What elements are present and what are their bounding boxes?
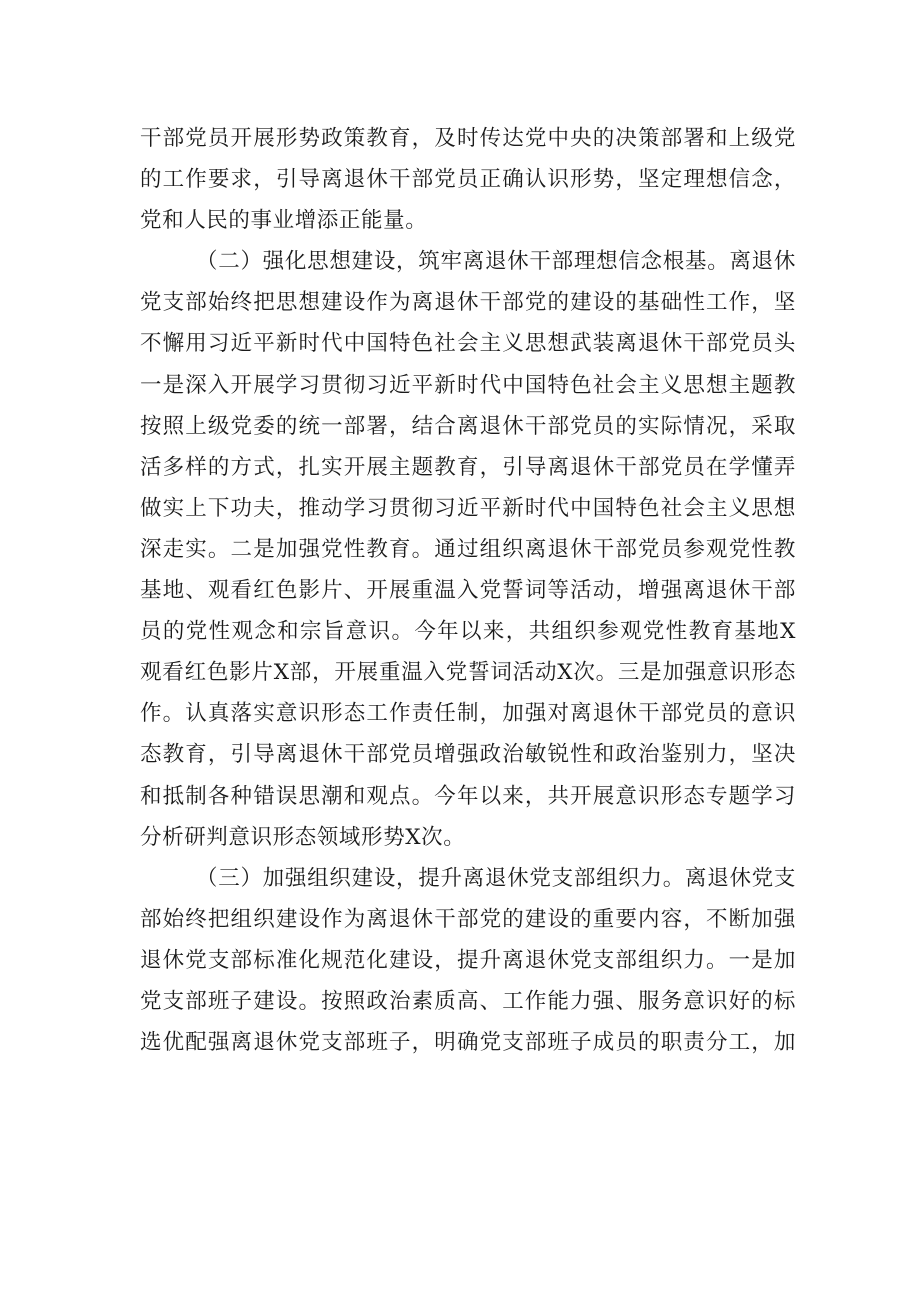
paragraph-2-line-10: 员的党性观念和宗旨意识。今年以来，共组织参观党性教育基地X <box>140 619 796 645</box>
paragraph-2-line-6: 活多样的方式，扎实开展主题教育，引导离退休干部党员在学懂弄 <box>140 454 796 480</box>
paragraph-2-line-13: 态教育，引导离退休干部党员增强政治敏锐性和政治鉴别力，坚决 <box>140 742 796 768</box>
paragraph-2-line-7: 做实上下功夫，推动学习贯彻习近平新时代中国特色社会主义思想 <box>140 495 796 521</box>
paragraph-2-line-15: 分析研判意识形态领域形势X次。 <box>140 824 466 850</box>
paragraph-3-line-1: （三）加强组织建设，提升离退休党支部组织力。离退休党支 <box>196 865 796 891</box>
paragraph-2-line-2: 党支部始终把思想建设作为离退休干部党的建设的基础性工作，坚 <box>140 290 796 316</box>
paragraph-2-line-3: 不懈用习近平新时代中国特色社会主义思想武装离退休干部党员头 <box>140 331 796 357</box>
paragraph-3-line-2: 部始终把组织建设作为离退休干部党的建设的重要内容，不断加强 <box>140 906 796 932</box>
paragraph-2-line-11: 观看红色影片X部，开展重温入党誓词活动X次。三是加强意识形态 <box>140 660 796 686</box>
paragraph-2-line-1: （二）强化思想建设，筑牢离退休干部理想信念根基。离退休 <box>196 249 796 275</box>
paragraph-2-line-4: 一是深入开展学习贯彻习近平新时代中国特色社会主义思想主题教 <box>140 372 796 398</box>
body-text <box>140 118 796 1063</box>
paragraph-1-line-2: 的工作要求，引导离退休干部党员正确认识形势，坚定理想信念， <box>140 167 796 193</box>
paragraph-3-line-5: 选优配强离退休党支部班子，明确党支部班子成员的职责分工，加 <box>140 1030 796 1056</box>
paragraph-1-line-3: 党和人民的事业增添正能量。 <box>140 208 428 234</box>
paragraph-2-line-12: 作。认真落实意识形态工作责任制，加强对离退休干部党员的意识 <box>140 701 796 727</box>
paragraph-2-line-5: 按照上级党委的统一部署，结合离退休干部党员的实际情况，采取 <box>140 413 796 439</box>
paragraph-3-line-3: 退休党支部标准化规范化建设，提升离退休党支部组织力。一是加 <box>140 947 796 973</box>
paragraph-2-line-8: 深走实。二是加强党性教育。通过组织离退休干部党员参观党性教 <box>140 536 796 562</box>
paragraph-2-line-9: 基地、观看红色影片、开展重温入党誓词等活动，增强离退休干部 <box>140 578 796 604</box>
paragraph-1-line-1: 干部党员开展形势政策教育，及时传达党中央的决策部署和上级党 <box>140 126 796 151</box>
paragraph-3-line-4: 党支部班子建设。按照政治素质高、工作能力强、服务意识好的标 <box>140 988 796 1014</box>
paragraph-2-line-14: 和抵制各种错误思潮和观点。今年以来，共开展意识形态专题学习 <box>140 783 796 809</box>
